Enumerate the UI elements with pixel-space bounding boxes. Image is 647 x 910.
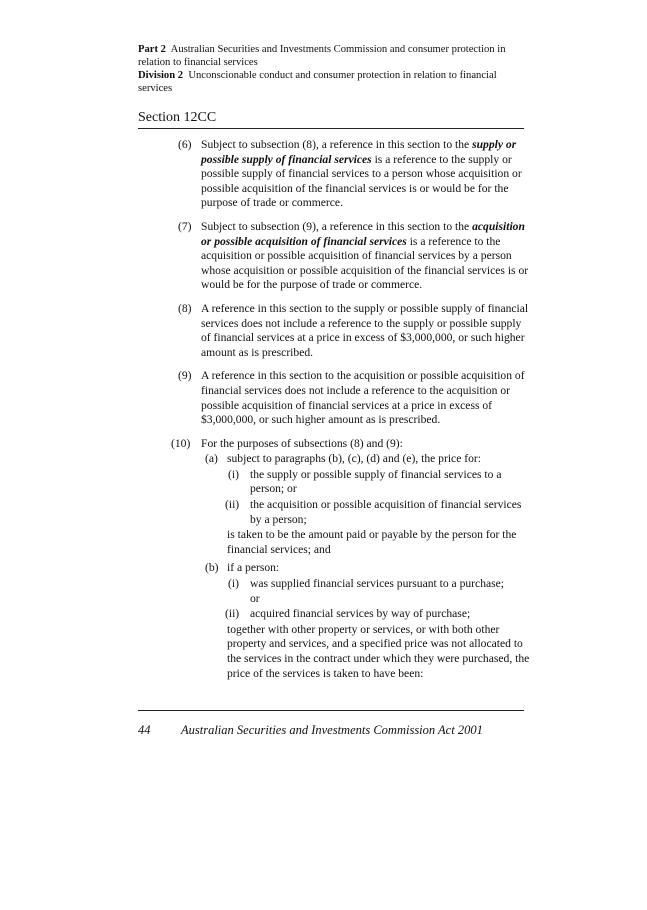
subparagraph-number: (ii)	[225, 607, 240, 621]
subparagraph-number: (i)	[228, 467, 239, 481]
subsection-number: (6)	[178, 138, 192, 151]
subsection-text: is a reference to the acquisition or possible acquisition of financial services by a person whose acquisition or possible acquisition of the financial services is or would be for the purpose of trade or commerce.	[201, 234, 529, 292]
subparagraph-number: (i)	[228, 577, 239, 591]
subparagraph-b-ii	[138, 607, 530, 622]
subsection-7	[138, 220, 530, 293]
defined-term: acquisition or possible acquisition of financial services	[201, 219, 525, 248]
subsection-text: Subject to subsection (9), a reference in this section to the	[201, 219, 473, 233]
subparagraph-text: acquired financial services by way of purchase;	[250, 607, 471, 621]
subsection-number: (7)	[178, 219, 192, 233]
paragraph-text: if a person:	[227, 561, 280, 575]
section-title: Section 12CC	[138, 110, 217, 125]
running-header	[138, 43, 528, 95]
subsection-10-lead	[138, 437, 530, 452]
paragraph-b	[138, 561, 530, 576]
subsection-9	[138, 369, 530, 427]
subsection-number: (10)	[171, 436, 191, 450]
subsection-text: A reference in this section to the acquisition or possible acquisition of financial services does not include a reference to the acquisition or possible acquisition of financial services at a price in excess of $3,000,000, or such higher amount as is prescribed.	[201, 369, 525, 427]
part-title: Australian Securities and Investments Commission and consumer protection in relation to financial services	[138, 44, 506, 68]
division-heading	[138, 69, 528, 95]
page-number: 44	[138, 723, 151, 737]
subsection-number: (8)	[178, 301, 192, 315]
paragraph-a	[138, 452, 530, 467]
subparagraph-text: was supplied financial services pursuant to a purchase;	[250, 577, 505, 591]
paragraph-a-continuation: is taken to be the amount paid or payable by the person for the financial services; and	[227, 528, 517, 556]
part-heading	[138, 43, 528, 69]
act-title: Australian Securities and Investments Commission Act 2001	[181, 723, 483, 737]
subsection-10	[138, 437, 530, 682]
subparagraph-b-i	[138, 577, 530, 592]
paragraph-number: (a)	[205, 452, 218, 466]
subparagraph-a-ii	[138, 498, 530, 527]
header-rule	[138, 128, 524, 129]
subparagraph-number: (ii)	[225, 498, 240, 512]
subsection-6	[138, 138, 530, 211]
paragraph-number: (b)	[205, 561, 219, 575]
subsection-number: (9)	[178, 369, 192, 383]
section-body	[138, 138, 530, 681]
subparagraph-text: the supply or possible supply of financial services to a person; or	[250, 467, 502, 496]
subsection-8	[138, 302, 530, 360]
paragraph-b-continuation: together with other property or services, or with both other property and services, and a specified price was not allocated to the services in the contract under which they were purchased, the price of the services is taken to have been:	[227, 622, 530, 680]
defined-term: supply or possible supply of financial services	[201, 138, 517, 166]
or-connector: or	[250, 591, 260, 605]
division-title: Unconscionable conduct and consumer protection in relation to financial services	[138, 70, 497, 94]
subparagraph-text: the acquisition or possible acquisition of financial services by a person;	[250, 498, 522, 526]
subsection-text: is a reference to the supply or possible supply of financial services to a person whose acquisition or possible acquisition of the financial services is or would be for the purpose of trade or commerce.	[201, 152, 522, 210]
subsection-text: For the purposes of subsections (8) and (9):	[201, 436, 403, 450]
part-label: Part 2	[138, 44, 166, 55]
subsection-text: A reference in this section to the supply or possible supply of financial services does not include a reference to the supply or possible supply of financial services at a price in excess of $3,000,000, or such higher amount as is prescribed.	[201, 301, 529, 359]
subparagraph-a-i	[138, 468, 530, 497]
paragraph-text: subject to paragraphs (b), (c), (d) and (e), the price for:	[227, 452, 481, 466]
subsection-text: Subject to subsection (8), a reference in this section to the	[201, 138, 473, 151]
footer-rule	[138, 710, 524, 711]
division-label: Division 2	[138, 70, 184, 81]
